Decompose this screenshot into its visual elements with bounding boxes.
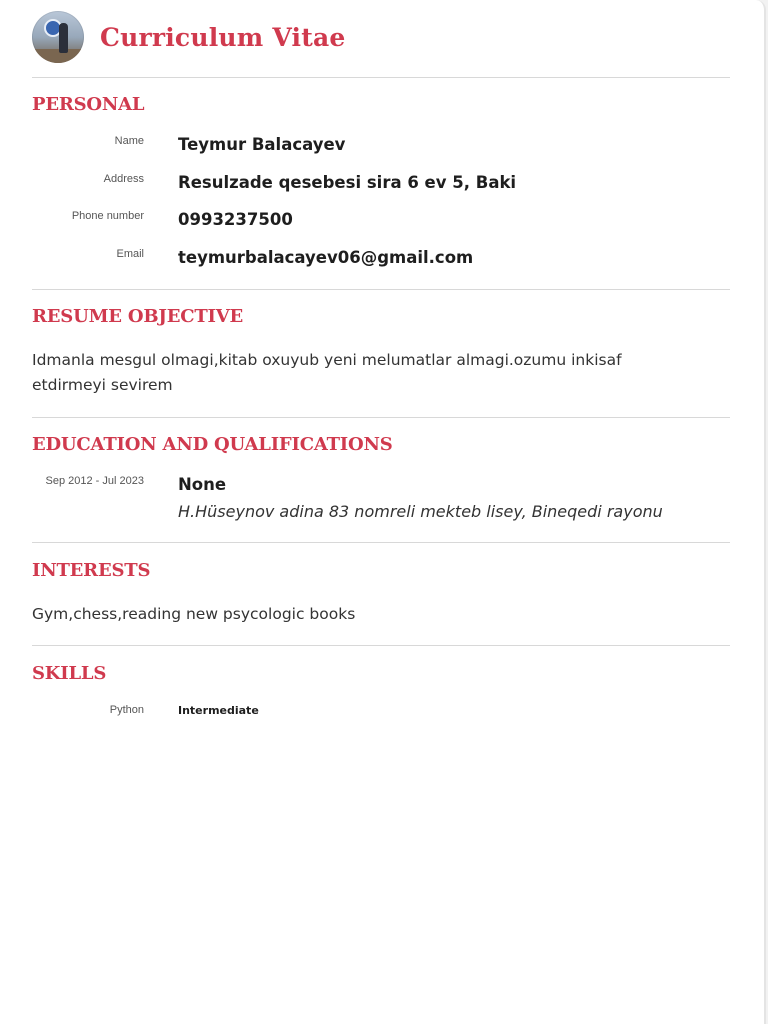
education-dates: Sep 2012 - Jul 2023	[45, 475, 144, 487]
skill-level: Intermediate	[178, 704, 259, 717]
divider	[32, 417, 730, 418]
personal-value-address: Resulzade qesebesi sira 6 ev 5, Baki	[178, 173, 517, 192]
avatar	[32, 11, 84, 63]
photo-ground	[32, 49, 84, 63]
personal-label-address: Address	[103, 173, 144, 185]
personal-label-phone: Phone number	[71, 210, 144, 222]
section-title-objective: RESUME OBJECTIVE	[32, 306, 244, 327]
divider	[32, 645, 730, 646]
cv-header	[32, 11, 345, 63]
personal-value-name: Teymur Balacayev	[178, 135, 346, 154]
education-qualification: None	[178, 475, 227, 494]
divider	[32, 289, 730, 290]
skill-name: Python	[109, 704, 144, 716]
divider	[32, 77, 730, 78]
page-title: Curriculum Vitae	[100, 22, 346, 52]
interests-text: Gym,chess,reading new psycologic books	[32, 605, 356, 623]
personal-label-name: Name	[114, 135, 144, 147]
section-title-education: EDUCATION AND QUALIFICATIONS	[32, 434, 393, 455]
personal-value-phone: 0993237500	[178, 210, 293, 229]
personal-label-email: Email	[116, 248, 144, 260]
section-title-interests: INTERESTS	[32, 560, 151, 581]
section-title-skills: SKILLS	[32, 663, 107, 684]
section-title-personal: PERSONAL	[32, 94, 145, 115]
divider	[32, 542, 730, 543]
objective-text: Idmanla mesgul olmagi,kitab oxuyub yeni melumatlar almagi.ozumu inkisaf etdirmeyi sevirem	[32, 351, 622, 394]
photo-person	[59, 23, 68, 53]
education-school: H.Hüseynov adina 83 nomreli mekteb lisey, Bineqedi rayonu	[178, 502, 663, 521]
personal-value-email: teymurbalacayev06@gmail.com	[178, 248, 474, 267]
